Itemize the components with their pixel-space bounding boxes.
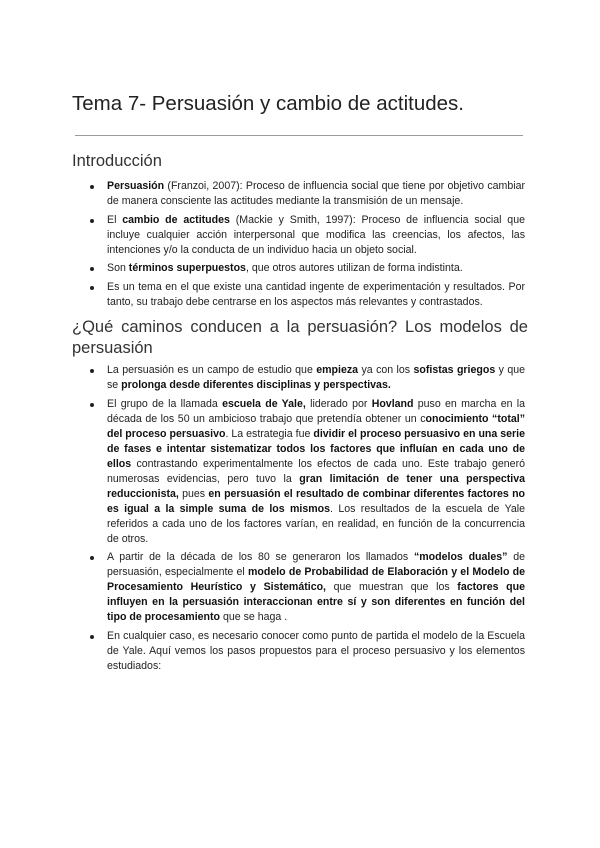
bold-text: sofistas griegos — [413, 364, 496, 376]
horizontal-divider — [75, 135, 523, 136]
bold-text: onocimiento “total” del proceso persuasivo — [107, 412, 526, 440]
body-text: En cualquier caso, es necesario conocer como punto de partida el modelo de la Escuela de Yale. Aquí vemos los pasos propuestos para el proceso persuasivo y los elementos estudiados: — [107, 629, 525, 672]
bold-text: en persuasión el resultado de combinar diferentes factores no es igual a la simple suma de los mismos — [107, 487, 526, 515]
body-text: . La estrategia fue — [225, 427, 314, 440]
bullet-item — [72, 261, 525, 276]
body-text: (Franzoi, 2007): Proceso de influencia social que tiene por objetivo cambiar de manera consciente las actitudes mediante la transmisión de un mensaje. — [107, 180, 525, 207]
body-text: contrastando experimentalmente los efectos de cada uno. Este trabajo generó numerosas evidencias, pero tuvo la — [107, 457, 525, 485]
bold-text: dividir el proceso persuasivo en una serie de fases e intentar sistematizar todos los factores que influían en cada uno de ellos — [107, 427, 526, 470]
bold-text: modelo de Probabilidad de Elaboración y el Modelo de Procesamiento Heurístico y Sistemático, — [107, 566, 525, 593]
bold-text: gran limitación de tener una perspectiva reduccionista, — [107, 472, 526, 500]
body-text: liderado por — [305, 397, 372, 410]
bold-text: Hovland — [371, 397, 414, 410]
bold-text: prolonga desde diferentes disciplinas y perspectivas. — [121, 379, 391, 391]
body-text: Es un tema en el que existe una cantidad ingente de experimentación y resultados. Por tanto, su trabajo debe centrarse en los aspectos más relevantes y contrastados. — [107, 280, 525, 308]
section-heading-introduccion: Introducción — [72, 152, 162, 170]
bold-text: cambio de actitudes — [122, 213, 230, 226]
bold-text: términos superpuestos — [128, 262, 246, 274]
body-text: Son — [107, 262, 129, 274]
bullet-item — [72, 550, 525, 625]
bullet-item — [72, 397, 525, 547]
introduccion-bullet-list — [72, 179, 525, 313]
bullet-item — [72, 363, 525, 393]
body-text: pues — [178, 487, 209, 500]
body-text: El — [107, 213, 123, 226]
body-text: de persuasión, especialmente el — [107, 551, 525, 578]
bullet-item — [72, 280, 525, 310]
body-text: A partir de la década de los 80 se generaron los llamados — [107, 551, 414, 563]
body-text: La persuasión es un campo de estudio que — [107, 364, 317, 376]
body-text: que muestran que los — [326, 581, 458, 593]
bullet-item — [72, 629, 525, 674]
body-text: . Los resultados de la escuela de Yale referidos a cada uno de los factores varían, en realidad, en función de la concurrencia de otros. — [107, 502, 526, 545]
body-text: (Mackie y Smith, 1997): Proceso de influencia social que incluye cualquier acción interpersonal que modifica las creencias, los afectos, las intenciones y/o la conducta de un individuo hacia un objeto social. — [107, 213, 525, 256]
bold-text: escuela de Yale, — [222, 397, 306, 410]
body-text: ya con los — [358, 364, 414, 376]
body-text: y que se — [107, 364, 526, 391]
document-title: Tema 7- Persuasión y cambio de actitudes. — [72, 92, 464, 115]
body-text: puso en marcha en la década de los 50 un ambicioso trabajo que pretendía obtener un c — [107, 397, 526, 425]
bold-text: “modelos duales” — [413, 551, 508, 563]
bullet-item — [72, 213, 525, 258]
body-text: que se haga . — [220, 611, 288, 623]
bullet-item — [72, 179, 525, 209]
modelos-bullet-list — [72, 363, 525, 677]
body-text: El grupo de la llamada — [107, 397, 223, 410]
bold-text: factores que influyen en la persuasión interaccionan entre sí y son diferentes en función del tipo de procesamiento — [107, 581, 525, 623]
body-text: , que otros autores utilizan de forma indistinta. — [245, 262, 463, 274]
bold-text: empieza — [316, 364, 359, 376]
section-heading-modelos: ¿Qué caminos conducen a la persuasión? Los modelos de persuasión — [72, 318, 528, 357]
bold-text: Persuasión — [107, 180, 165, 192]
